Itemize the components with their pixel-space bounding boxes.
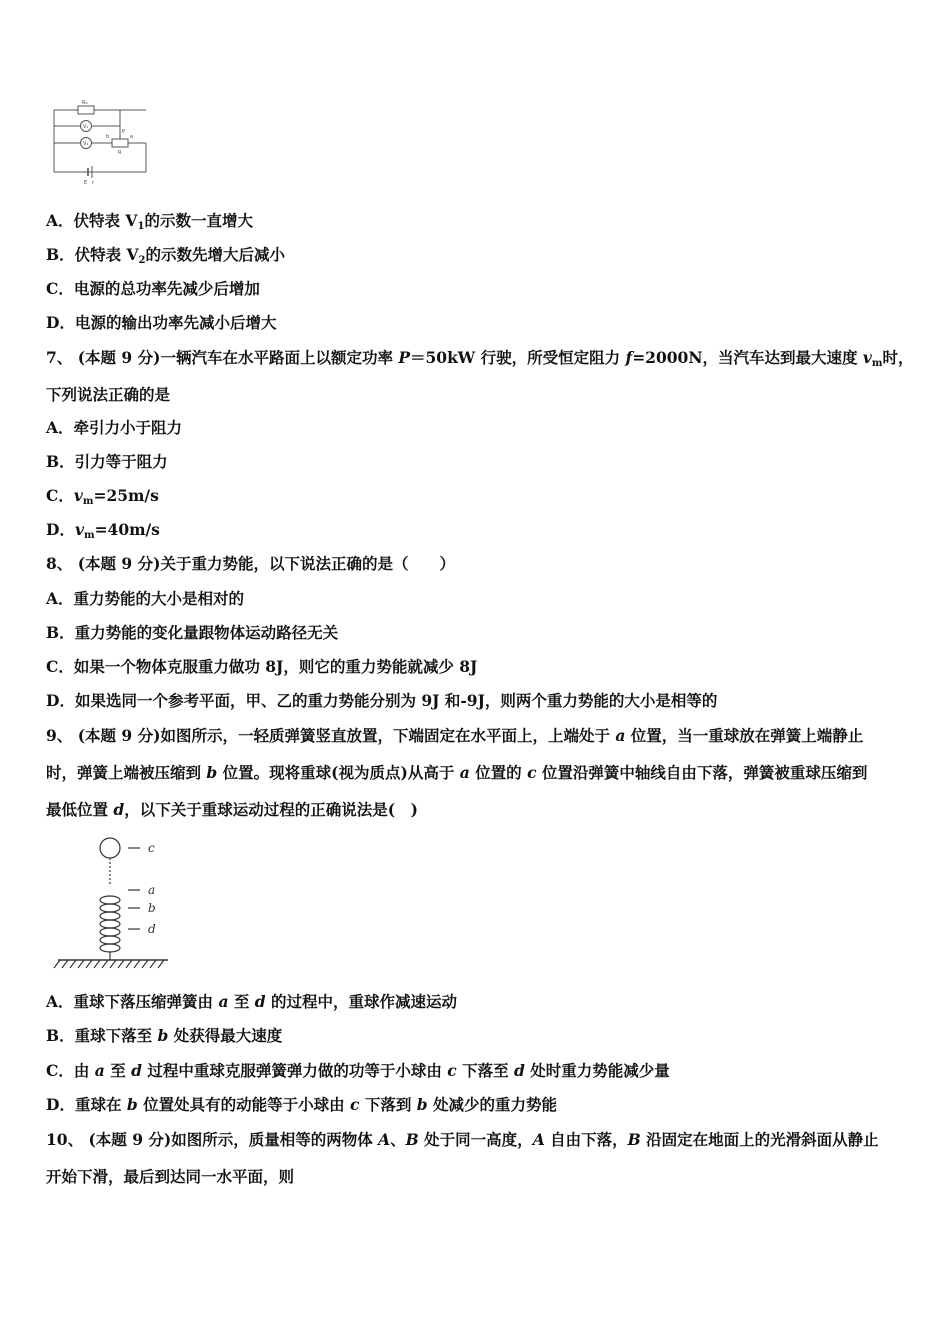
q8-option-a[interactable]: A．重力势能的大小是相对的	[46, 589, 245, 608]
q9-stem-line1: 9、 (本题 9 分)如图所示，一轻质弹簧竖直放置，下端固定在水平面上，上端处于 a 位置，当一重球放在弹簧上端静止	[46, 726, 864, 745]
q7-stem-line1: 7、 (本题 9 分)一辆汽车在水平路面上以额定功率 P＝50kW 行驶，所受恒定阻力 f=2000N，当汽车达到最大速度 $v_m$时，	[46, 348, 914, 369]
label-a: a	[148, 883, 156, 897]
label-r0: R₀	[82, 100, 88, 106]
circuit-diagram	[48, 98, 154, 186]
label-p: P	[122, 129, 126, 135]
q8-option-d[interactable]: D．如果选同一个参考平面，甲、乙的重力势能分别为 9J 和-9J，则两个重力势能的大小是相等的	[46, 691, 718, 710]
q9-stem-line3: 最低位置 d，以下关于重球运动过程的正确说法是( )	[46, 800, 418, 819]
spring-diagram	[52, 832, 180, 974]
q8-option-c[interactable]: C．如果一个物体克服重力做功 8J，则它的重力势能就减少 8J	[46, 657, 478, 676]
label-v1: V₁	[83, 124, 89, 130]
label-a: a	[130, 134, 134, 140]
q9-stem-line2: 时，弹簧上端被压缩到 b 位置。现将重球(视为质点)从高于 a 位置的 c 位置沿弹簧中轴线自由下落，弹簧被重球压缩到	[46, 763, 868, 782]
q9-option-b[interactable]: B．重球下落至 b 处获得最大速度	[46, 1026, 283, 1045]
q9-option-a[interactable]: A．重球下落压缩弹簧由 a 至 d 的过程中，重球作减速运动	[46, 992, 458, 1011]
label-c: c	[148, 841, 155, 855]
q6-option-c[interactable]: C．电源的总功率先减少后增加	[46, 279, 260, 298]
q10-stem-line2: 开始下滑，最后到达同一水平面，则	[46, 1167, 295, 1186]
q10-stem-line1: 10、 (本题 9 分)如图所示，质量相等的两物体 A、B 处于同一高度，A 自由下落，B 沿固定在地面上的光滑斜面从静止	[46, 1130, 879, 1149]
label-v2: V₂	[83, 141, 89, 147]
label-d: d	[148, 922, 156, 936]
label-b: b	[148, 901, 156, 915]
q7-option-c[interactable]: C．$v_m=25m/s$	[46, 486, 159, 507]
q8-stem: 8、 (本题 9 分)关于重力势能，以下说法正确的是（ ）	[46, 554, 455, 573]
q9-option-d[interactable]: D．重球在 b 位置处具有的动能等于小球由 c 下落到 b 处减少的重力势能	[46, 1095, 557, 1114]
label-e: E	[84, 180, 88, 186]
q7-stem-line2: 下列说法正确的是	[46, 385, 171, 404]
label-r: R	[118, 150, 122, 156]
label-r-internal: r	[92, 180, 95, 186]
q7-option-a[interactable]: A．牵引力小于阻力	[46, 418, 183, 437]
q6-option-a[interactable]: A．伏特表 $V_1$的示数一直增大	[46, 211, 253, 232]
q7-option-d[interactable]: D．$v_m=40m/s$	[46, 520, 160, 541]
q6-option-b[interactable]: B．伏特表 $V_2$的示数先增大后减小	[46, 245, 286, 266]
label-b: b	[106, 134, 110, 140]
q7-option-b[interactable]: B．引力等于阻力	[46, 452, 168, 471]
ball	[100, 838, 120, 858]
q6-option-d[interactable]: D．电源的输出功率先减小后增大	[46, 313, 277, 332]
q9-option-c[interactable]: C．由 a 至 d 过程中重球克服弹簧弹力做的功等于小球由 c 下落至 d 处时重力势能减少量	[46, 1061, 670, 1080]
q8-option-b[interactable]: B．重力势能的变化量跟物体运动路径无关	[46, 623, 339, 642]
